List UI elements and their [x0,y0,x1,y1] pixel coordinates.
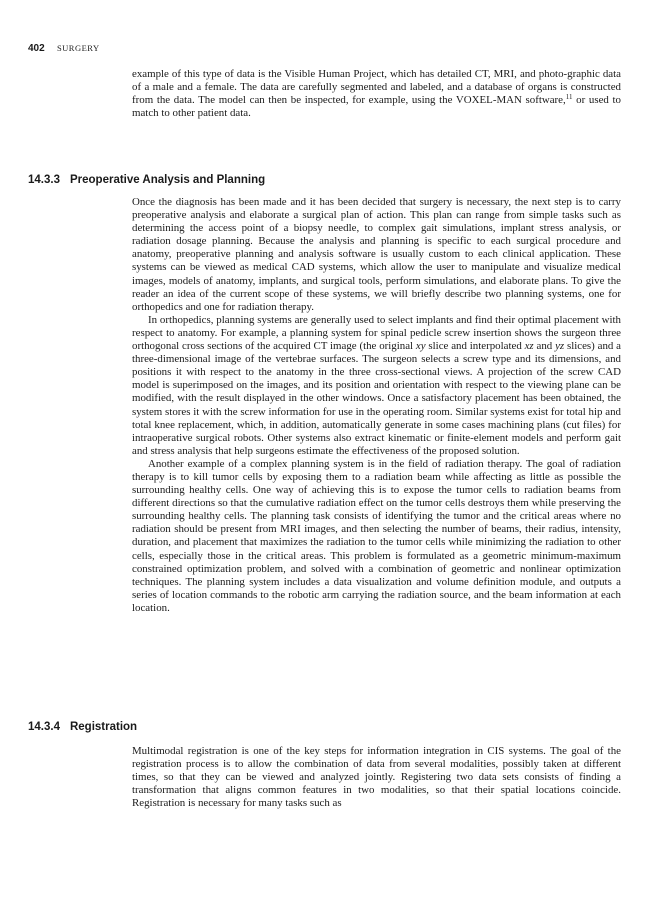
paragraph: In orthopedics, planning systems are generally used to select implants and find their optimal placement with respect to anatomy. For example, a planning system for spinal pedicle screw insertion shows the surgeon three orthogonal cross sections of the acquired CT image (the original xy slice and interpolated xz and yz slices) and a three-dimensional image of the vertebrae surfaces. The surgeon selects a screw type and its dimensions, and positions it with respect to the anatomy in the three cross-sectional views. A projection of the screw CAD model is superimposed on the images, and its position and orientation with respect to the viewing plane can be modified, with the result displayed in the other windows. Once a satisfactory placement has been obtained, the system stores it with the screw information for use in the operating room. Similar systems exist for total hip and total knee replacement, which, in addition, automatically generate in some cases machining plans (cut files) for intraoperative surgical robots. Other systems also extract kinematic or finite-element models and perform gait and stress analysis that help surgeons estimate the effectiveness of the proposed solution. [132,313,621,457]
section-title: Preoperative Analysis and Planning [69,174,266,186]
section-number: 14.3.3 [28,174,60,186]
paragraph: Multimodal registration is one of the key steps for information integration in CIS systems. The goal of the registration process is to allow the combination of data from several modalities, possibly taken at different times, so that they can be viewed and analyzed jointly. Registering two data sets consists of finding a transformation that aligns common features in two modalities, so that their spatial locations coincide. Registration is necessary for many tasks such as [132,745,621,810]
page-header [28,43,100,54]
section-14-3-4-body [132,745,621,810]
footnote-ref: 11 [565,93,573,102]
paragraph: Once the diagnosis has been made and it has been decided that surgery is necessary, the next step is to carry preoperative analysis and elaborate a surgical plan of action. This plan can range from simple tasks such as determining the access point of a biopsy needle, to complex gait simulations, implant stress analysis, or radiation dosage planning. Because the analysis and planning is specific to each surgical procedure and anatomy, preoperative planning and analysis software is usually custom to each clinical application. These systems can be viewed as medical CAD systems, which allow the user to manipulate and visualize medical images, models of anatomy, implants, and surgical tools, perform simulations, and elaborate plans. To give the reader an idea of the current scope of these systems, we will briefly describe two planning systems, one for orthopedics and one for radiation therapy. [132,196,621,313]
running-head: SURGERY [56,43,100,53]
page-number: 402 [28,43,45,54]
section-14-3-3-body [132,196,621,615]
section-number: 14.3.4 [28,721,60,733]
paragraph: Another example of a complex planning system is in the field of radiation therapy. The goal of radiation therapy is to kill tumor cells by exposing them to a radiation beam while affecting as little as possible the surrounding healthy cells. One way of achieving this is to expose the tumor cells to radiation beams from different directions so that the cumulative radiation effect on the tumor cells destroys them while preserving the surrounding healthy cells. The planning task consists of identifying the tumor and the critical areas where no radiation should be present from MRI images, and then selecting the number of beams, their radius, intensity, duration, and placement that maximizes the radiation to the tumor cells while minimizing the radiation to other cells, especially those in the critical areas. This problem is formulated as a geometric minimum-maximum constrained optimization problem, and solved with a combination of geometric and nonlinear optimization techniques. The planning system includes a data visualization and volume definition module, and outputs a series of location commands to the robotic arm carrying the radiation source, and the beam information at each location. [132,457,621,614]
intro-paragraph: example of this type of data is the Visible Human Project, which has detailed CT, MRI, and photo-graphic data of a male and a female. The data are carefully segmented and labeled, and a database of organs is constructed from the data. The model can then be inspected, for example, using the VOXEL-MAN software,$^{11}$ or used to match to other patient data. [132,68,621,120]
intro-block [132,68,621,120]
section-heading-14-3-4 [28,721,137,733]
section-heading-14-3-3 [28,174,265,186]
section-title: Registration [69,721,138,733]
